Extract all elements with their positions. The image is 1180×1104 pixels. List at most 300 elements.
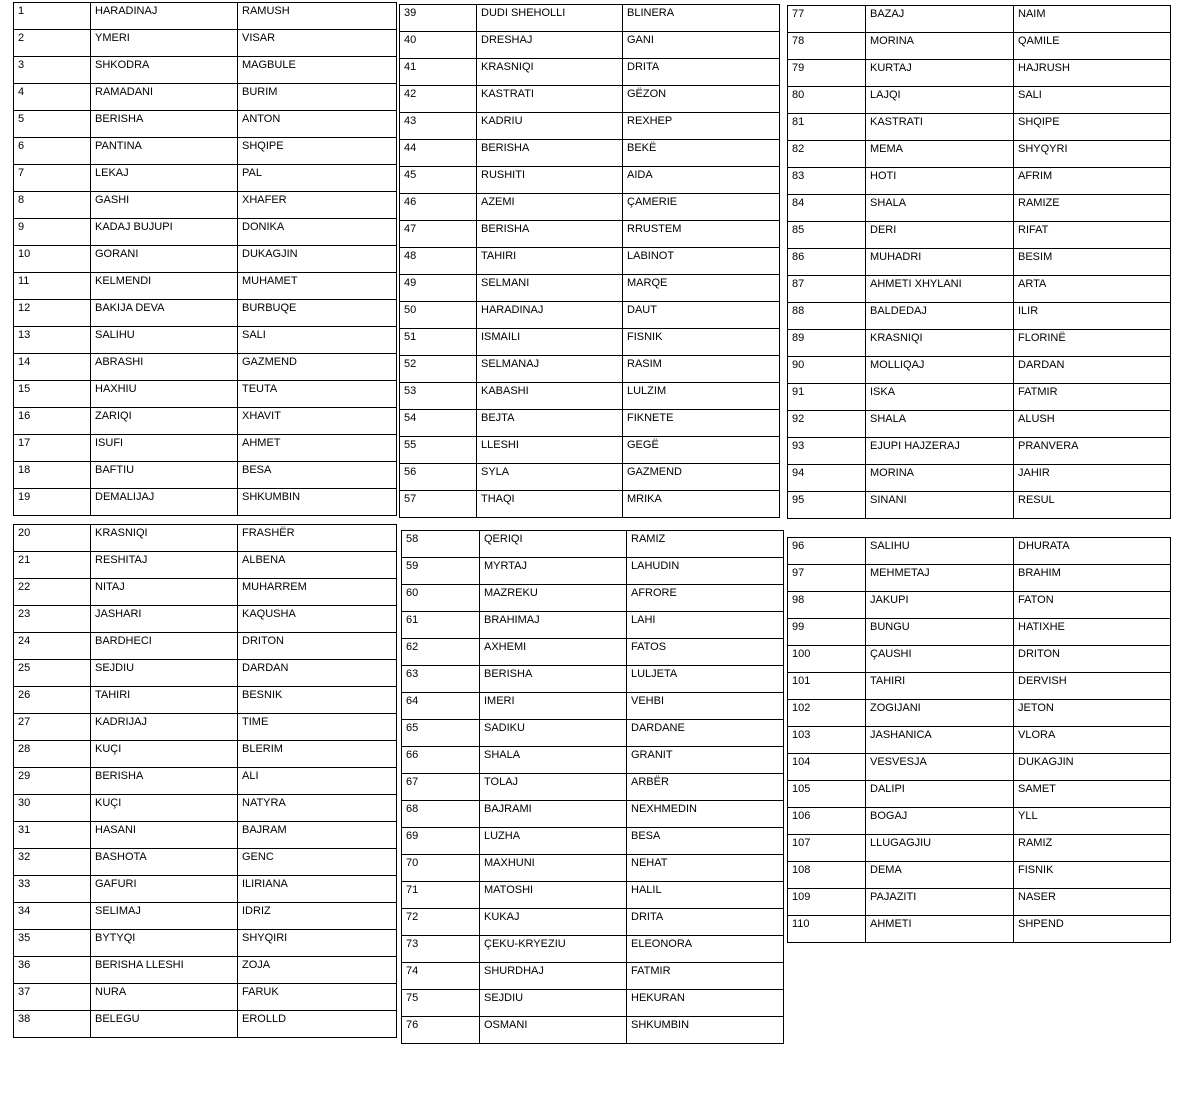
surname-cell — [866, 303, 1014, 330]
surname-cell — [866, 222, 1014, 249]
row-number-text: 76 — [406, 1019, 419, 1031]
surname-text: IMERI — [484, 695, 515, 707]
surname-cell — [480, 639, 627, 666]
given-name-cell — [238, 354, 397, 381]
given-name-cell — [238, 579, 397, 606]
given-name-cell — [1014, 114, 1171, 141]
row-number-cell — [400, 329, 477, 356]
given-name-text: DARDAN — [1018, 359, 1065, 371]
table-row — [402, 639, 784, 666]
row-number-cell — [402, 909, 480, 936]
row-number-cell — [788, 384, 866, 411]
row-number-text: 29 — [18, 770, 31, 782]
row-number-cell — [14, 192, 91, 219]
table-row — [14, 30, 397, 57]
surname-cell — [480, 585, 627, 612]
given-name-text: IDRIZ — [242, 905, 271, 917]
row-number-text: 14 — [18, 356, 31, 368]
given-name-text: MUHARREM — [242, 581, 307, 593]
table-row — [400, 113, 780, 140]
table-row — [788, 114, 1171, 141]
given-name-cell — [238, 606, 397, 633]
surname-cell — [91, 489, 238, 516]
table-row — [14, 930, 397, 957]
surname-text: BASHOTA — [95, 851, 147, 863]
surname-text: MAXHUNI — [484, 857, 535, 869]
surname-cell — [91, 633, 238, 660]
row-number-cell — [400, 113, 477, 140]
table-row — [788, 492, 1171, 519]
surname-text: KELMENDI — [95, 275, 152, 287]
surname-cell — [866, 835, 1014, 862]
given-name-cell — [238, 246, 397, 273]
given-name-cell — [238, 192, 397, 219]
given-name-text: NATYRA — [242, 797, 286, 809]
row-number-text: 13 — [18, 329, 31, 341]
surname-text: AHMETI XHYLANI — [870, 278, 962, 290]
row-number-text: 5 — [18, 113, 25, 125]
surname-text: BEJTA — [481, 412, 515, 424]
given-name-cell — [238, 435, 397, 462]
given-name-text: ANTON — [242, 113, 281, 125]
given-name-text: AFRORE — [631, 587, 677, 599]
given-name-text: XHAVIT — [242, 410, 281, 422]
surname-text: MAZREKU — [484, 587, 538, 599]
surname-cell — [866, 916, 1014, 943]
table-row — [788, 727, 1171, 754]
row-number-cell — [402, 747, 480, 774]
given-name-text: ALI — [242, 770, 259, 782]
row-number-text: 83 — [792, 170, 805, 182]
row-number-cell — [400, 275, 477, 302]
surname-text: KADRIJAJ — [95, 716, 147, 728]
table-row — [402, 585, 784, 612]
table-row — [788, 862, 1171, 889]
given-name-cell — [623, 437, 780, 464]
surname-cell — [91, 192, 238, 219]
row-number-cell — [14, 489, 91, 516]
surname-cell — [866, 619, 1014, 646]
given-name-cell — [1014, 592, 1171, 619]
given-name-cell — [238, 903, 397, 930]
table-row — [788, 465, 1171, 492]
given-name-cell — [623, 383, 780, 410]
given-name-text: HATIXHE — [1018, 621, 1065, 633]
table-row — [400, 194, 780, 221]
row-number-text: 65 — [406, 722, 419, 734]
table-row — [14, 219, 397, 246]
row-number-cell — [788, 916, 866, 943]
surname-text: BERISHA — [484, 668, 533, 680]
row-number-cell — [14, 795, 91, 822]
surname-cell — [866, 114, 1014, 141]
surname-cell — [91, 57, 238, 84]
table-row — [14, 660, 397, 687]
surname-cell — [480, 720, 627, 747]
row-number-text: 39 — [404, 7, 417, 19]
surname-cell — [91, 903, 238, 930]
table-row — [14, 408, 397, 435]
surname-cell — [480, 990, 627, 1017]
surname-text: RUSHITI — [481, 169, 525, 181]
row-number-text: 21 — [18, 554, 31, 566]
table-row — [788, 411, 1171, 438]
row-number-cell — [788, 727, 866, 754]
surname-text: RAMADANI — [95, 86, 154, 98]
surname-cell — [91, 30, 238, 57]
given-name-text: HALIL — [631, 884, 662, 896]
table-row — [400, 410, 780, 437]
surname-cell — [480, 531, 627, 558]
row-number-text: 45 — [404, 169, 417, 181]
given-name-text: LAHI — [631, 614, 656, 626]
given-name-cell — [1014, 249, 1171, 276]
row-number-cell — [14, 219, 91, 246]
given-name-cell — [1014, 808, 1171, 835]
surname-cell — [91, 525, 238, 552]
table-row — [14, 849, 397, 876]
row-number-cell — [14, 606, 91, 633]
surname-cell — [91, 552, 238, 579]
row-number-text: 102 — [792, 702, 811, 714]
row-number-text: 11 — [18, 275, 30, 287]
row-number-text: 90 — [792, 359, 805, 371]
table-row — [788, 195, 1171, 222]
surname-text: KUÇI — [95, 743, 122, 755]
given-name-cell — [1014, 646, 1171, 673]
surname-text: SALIHU — [95, 329, 135, 341]
table-row — [402, 1017, 784, 1044]
table-row — [788, 6, 1171, 33]
row-number-text: 4 — [18, 86, 25, 98]
given-name-text: GANI — [627, 34, 654, 46]
row-number-cell — [14, 246, 91, 273]
given-name-text: HEKURAN — [631, 992, 685, 1004]
surname-text: BOGAJ — [870, 810, 908, 822]
row-number-text: 73 — [406, 938, 419, 950]
row-number-cell — [402, 558, 480, 585]
given-name-cell — [1014, 492, 1171, 519]
row-number-cell — [788, 411, 866, 438]
given-name-cell — [238, 138, 397, 165]
row-number-text: 80 — [792, 89, 805, 101]
surname-cell — [91, 849, 238, 876]
surname-text: BALDEDAJ — [870, 305, 927, 317]
given-name-cell — [238, 57, 397, 84]
row-number-text: 61 — [406, 614, 419, 626]
table-row — [402, 558, 784, 585]
row-number-cell — [400, 248, 477, 275]
given-name-text: SAMET — [1018, 783, 1056, 795]
row-number-text: 12 — [18, 302, 31, 314]
surname-cell — [866, 862, 1014, 889]
row-number-text: 63 — [406, 668, 419, 680]
given-name-cell — [627, 612, 784, 639]
given-name-cell — [623, 491, 780, 518]
given-name-text: BESA — [242, 464, 272, 476]
row-number-cell — [14, 111, 91, 138]
given-name-text: ALBENA — [242, 554, 286, 566]
given-name-text: FISNIK — [627, 331, 663, 343]
row-number-text: 95 — [792, 494, 805, 506]
given-name-cell — [238, 876, 397, 903]
surname-text: AZEMI — [481, 196, 515, 208]
row-number-text: 94 — [792, 467, 805, 479]
surname-cell — [866, 33, 1014, 60]
row-number-cell — [788, 808, 866, 835]
surname-text: DALIPI — [870, 783, 905, 795]
surname-text: BAZAJ — [870, 8, 905, 20]
given-name-cell — [238, 219, 397, 246]
given-name-cell — [1014, 781, 1171, 808]
surname-text: ISUFI — [95, 437, 124, 449]
table-row — [402, 720, 784, 747]
row-number-cell — [400, 410, 477, 437]
row-number-cell — [400, 302, 477, 329]
surname-text: KUKAJ — [484, 911, 520, 923]
given-name-text: DONIKA — [242, 221, 285, 233]
row-number-text: 60 — [406, 587, 419, 599]
given-name-text: SHYQIRI — [242, 932, 288, 944]
row-number-text: 33 — [18, 878, 31, 890]
given-name-text: YLL — [1018, 810, 1038, 822]
given-name-text: REXHEP — [627, 115, 673, 127]
surname-cell — [866, 592, 1014, 619]
surname-text: THAQI — [481, 493, 515, 505]
row-number-cell — [402, 639, 480, 666]
surname-text: TAHIRI — [481, 250, 517, 262]
row-number-text: 51 — [404, 331, 417, 343]
row-number-text: 22 — [18, 581, 31, 593]
given-name-cell — [1014, 60, 1171, 87]
table-row — [14, 489, 397, 516]
row-number-cell — [400, 221, 477, 248]
table-row — [788, 87, 1171, 114]
given-name-text: VEHBI — [631, 695, 665, 707]
surname-cell — [480, 1017, 627, 1044]
given-name-text: RAMIZE — [1018, 197, 1060, 209]
surname-cell — [91, 165, 238, 192]
given-name-cell — [1014, 862, 1171, 889]
surname-cell — [91, 741, 238, 768]
given-name-cell — [623, 275, 780, 302]
table-row — [402, 801, 784, 828]
table-row — [14, 768, 397, 795]
given-name-text: HAJRUSH — [1018, 62, 1070, 74]
table-row — [402, 909, 784, 936]
surname-text: BRAHIMAJ — [484, 614, 540, 626]
given-name-text: PAL — [242, 167, 262, 179]
surname-text: MORINA — [870, 35, 914, 47]
given-name-cell — [1014, 538, 1171, 565]
row-number-cell — [400, 167, 477, 194]
surname-text: SHALA — [870, 413, 907, 425]
surname-cell — [91, 138, 238, 165]
given-name-cell — [1014, 673, 1171, 700]
table-row — [14, 984, 397, 1011]
table-row — [402, 612, 784, 639]
row-number-text: 40 — [404, 34, 417, 46]
row-number-cell — [400, 464, 477, 491]
given-name-text: SALI — [1018, 89, 1042, 101]
table-row — [14, 795, 397, 822]
row-number-text: 68 — [406, 803, 419, 815]
table-row — [400, 302, 780, 329]
row-number-text: 42 — [404, 88, 417, 100]
row-number-cell — [400, 5, 477, 32]
surname-text: LUZHA — [484, 830, 521, 842]
row-number-text: 59 — [406, 560, 419, 572]
row-number-text: 78 — [792, 35, 805, 47]
row-number-cell — [14, 768, 91, 795]
surname-text: GORANI — [95, 248, 139, 260]
given-name-text: LULJETA — [631, 668, 678, 680]
surname-text: MORINA — [870, 467, 914, 479]
given-name-text: VISAR — [242, 32, 276, 44]
surname-text: HARADINAJ — [481, 304, 544, 316]
surname-text: MATOSHI — [484, 884, 534, 896]
surname-text: KASTRATI — [870, 116, 923, 128]
row-number-text: 49 — [404, 277, 417, 289]
given-name-text: SHYQYRI — [1018, 143, 1068, 155]
row-number-text: 2 — [18, 32, 25, 44]
given-name-text: MRIKA — [627, 493, 662, 505]
table-row — [402, 693, 784, 720]
given-name-cell — [627, 1017, 784, 1044]
given-name-text: DUKAGJIN — [1018, 756, 1074, 768]
surname-cell — [480, 828, 627, 855]
row-number-text: 106 — [792, 810, 811, 822]
given-name-cell — [1014, 411, 1171, 438]
given-name-cell — [627, 909, 784, 936]
surname-text: GAFURI — [95, 878, 137, 890]
surname-text: DEMALIJAJ — [95, 491, 155, 503]
given-name-text: FATON — [1018, 594, 1054, 606]
row-number-text: 32 — [18, 851, 31, 863]
table-row — [400, 5, 780, 32]
row-number-text: 38 — [18, 1013, 31, 1025]
given-name-text: FRASHËR — [242, 527, 295, 539]
surname-cell — [866, 87, 1014, 114]
given-name-text: LAHUDIN — [631, 560, 680, 572]
surname-cell — [91, 408, 238, 435]
given-name-cell — [623, 302, 780, 329]
surname-cell — [480, 963, 627, 990]
table-row — [402, 963, 784, 990]
given-name-cell — [623, 32, 780, 59]
table-row — [788, 276, 1171, 303]
row-number-cell — [402, 828, 480, 855]
given-name-cell — [1014, 357, 1171, 384]
table-row — [14, 714, 397, 741]
row-number-cell — [14, 579, 91, 606]
given-name-text: EROLLD — [242, 1013, 287, 1025]
surname-cell — [480, 774, 627, 801]
row-number-cell — [402, 936, 480, 963]
given-name-text: GENC — [242, 851, 274, 863]
row-number-text: 54 — [404, 412, 417, 424]
given-name-text: FARUK — [242, 986, 279, 998]
given-name-text: NEXHMEDIN — [631, 803, 698, 815]
given-name-text: BURIM — [242, 86, 278, 98]
row-number-text: 109 — [792, 891, 811, 903]
row-number-text: 25 — [18, 662, 31, 674]
row-number-cell — [788, 330, 866, 357]
row-number-text: 79 — [792, 62, 805, 74]
given-name-cell — [1014, 168, 1171, 195]
table-row — [788, 781, 1171, 808]
given-name-text: RIFAT — [1018, 224, 1049, 236]
surname-text: BERISHA — [481, 142, 530, 154]
table-row — [788, 700, 1171, 727]
given-name-text: AIDA — [627, 169, 653, 181]
given-name-text: TEUTA — [242, 383, 278, 395]
given-name-text: DAUT — [627, 304, 657, 316]
surname-cell — [477, 410, 623, 437]
surname-text: BERISHA — [481, 223, 530, 235]
row-number-text: 26 — [18, 689, 31, 701]
row-number-cell — [14, 525, 91, 552]
row-number-cell — [400, 383, 477, 410]
given-name-cell — [238, 1011, 397, 1038]
given-name-cell — [623, 59, 780, 86]
given-name-cell — [238, 957, 397, 984]
surname-text: SYLA — [481, 466, 510, 478]
given-name-cell — [623, 113, 780, 140]
surname-text: LLUGAGJIU — [870, 837, 932, 849]
given-name-text: BLINERA — [627, 7, 675, 19]
surname-cell — [91, 111, 238, 138]
row-number-cell — [402, 720, 480, 747]
row-number-cell — [14, 876, 91, 903]
surname-cell — [866, 276, 1014, 303]
row-number-text: 23 — [18, 608, 31, 620]
row-number-cell — [402, 855, 480, 882]
given-name-text: DARDAN — [242, 662, 289, 674]
row-number-cell — [14, 354, 91, 381]
given-name-cell — [1014, 6, 1171, 33]
table-row — [788, 168, 1171, 195]
surname-text: SELMANAJ — [481, 358, 540, 370]
table-row — [14, 435, 397, 462]
row-number-cell — [788, 438, 866, 465]
row-number-cell — [14, 165, 91, 192]
given-name-text: RAMIZ — [631, 533, 666, 545]
given-name-cell — [238, 984, 397, 1011]
surname-text: EJUPI HAJZERAJ — [870, 440, 960, 452]
table-row — [14, 300, 397, 327]
surname-text: DUDI SHEHOLLI — [481, 7, 566, 19]
surname-cell — [477, 383, 623, 410]
surname-text: KUÇI — [95, 797, 122, 809]
surname-text: MYRTAJ — [484, 560, 527, 572]
surname-cell — [91, 876, 238, 903]
table-row — [14, 957, 397, 984]
surname-cell — [477, 86, 623, 113]
row-number-cell — [788, 592, 866, 619]
surname-text: KASTRATI — [481, 88, 534, 100]
table-row — [788, 249, 1171, 276]
surname-cell — [866, 438, 1014, 465]
surname-text: SINANI — [870, 494, 907, 506]
given-name-text: FATMIR — [631, 965, 671, 977]
given-name-text: SHKUMBIN — [242, 491, 301, 503]
row-number-text: 92 — [792, 413, 805, 425]
row-number-text: 16 — [18, 410, 31, 422]
table-row — [788, 222, 1171, 249]
table-row — [400, 167, 780, 194]
given-name-cell — [238, 687, 397, 714]
